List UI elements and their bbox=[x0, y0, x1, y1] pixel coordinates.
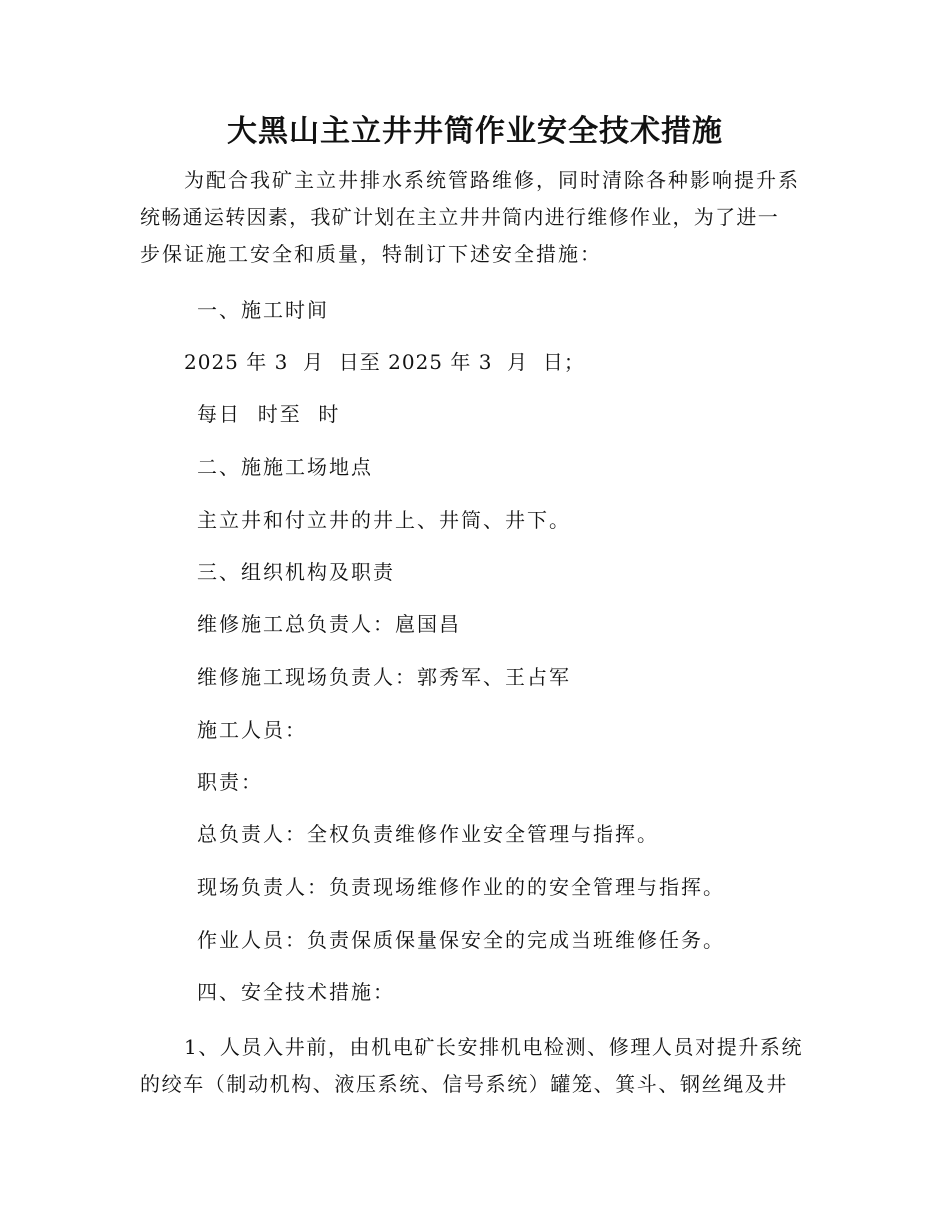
intro-line-3: 步保证施工安全和质量，特制订下述安全措施： bbox=[140, 242, 602, 266]
section-1-heading: 一、施工时间 bbox=[197, 298, 329, 322]
site-lead-line: 维修施工现场负责人：郭秀军、王占军 bbox=[197, 665, 571, 689]
duty-site-line: 现场负责人：负责现场维修作业的的安全管理与指挥。 bbox=[197, 875, 725, 899]
duties-heading: 职责： bbox=[197, 770, 263, 794]
location-text: 主立井和付立井的井上、井筒、井下。 bbox=[197, 508, 571, 532]
intro-line-1: 为配合我矿主立井排水系统管路维修，同时清除各种影响提升系 bbox=[184, 168, 800, 192]
duty-workers-line: 作业人员：负责保质保量保安全的完成当班维修任务。 bbox=[197, 928, 725, 952]
duty-chief-line: 总负责人：全权负责维修作业安全管理与指挥。 bbox=[197, 822, 659, 846]
item-1-line-1: 1、人员入井前，由机电矿长安排机电检测、修理人员对提升系统 bbox=[184, 1035, 804, 1059]
section-3-heading: 三、组织机构及职责 bbox=[197, 560, 395, 584]
item-1-line-2: 的绞车（制动机构、液压系统、信号系统）罐笼、箕斗、钢丝绳及井 bbox=[140, 1072, 788, 1096]
section-2-heading: 二、施施工场地点 bbox=[197, 455, 373, 479]
chief-line: 维修施工总负责人：扈国昌 bbox=[197, 612, 461, 636]
section-4-heading: 四、安全技术措施： bbox=[197, 980, 395, 1004]
daily-hours: 每日 时至 时 bbox=[197, 402, 341, 426]
intro-line-2: 统畅通运转因素，我矿计划在主立井井筒内进行维修作业，为了进一 bbox=[140, 205, 779, 229]
document-title: 大黑山主立井井筒作业安全技术措施 bbox=[227, 114, 723, 149]
date-range: 2025 年 3 月 日至 2025 年 3 月 日； bbox=[184, 350, 585, 374]
workers-line: 施工人员： bbox=[197, 718, 307, 742]
